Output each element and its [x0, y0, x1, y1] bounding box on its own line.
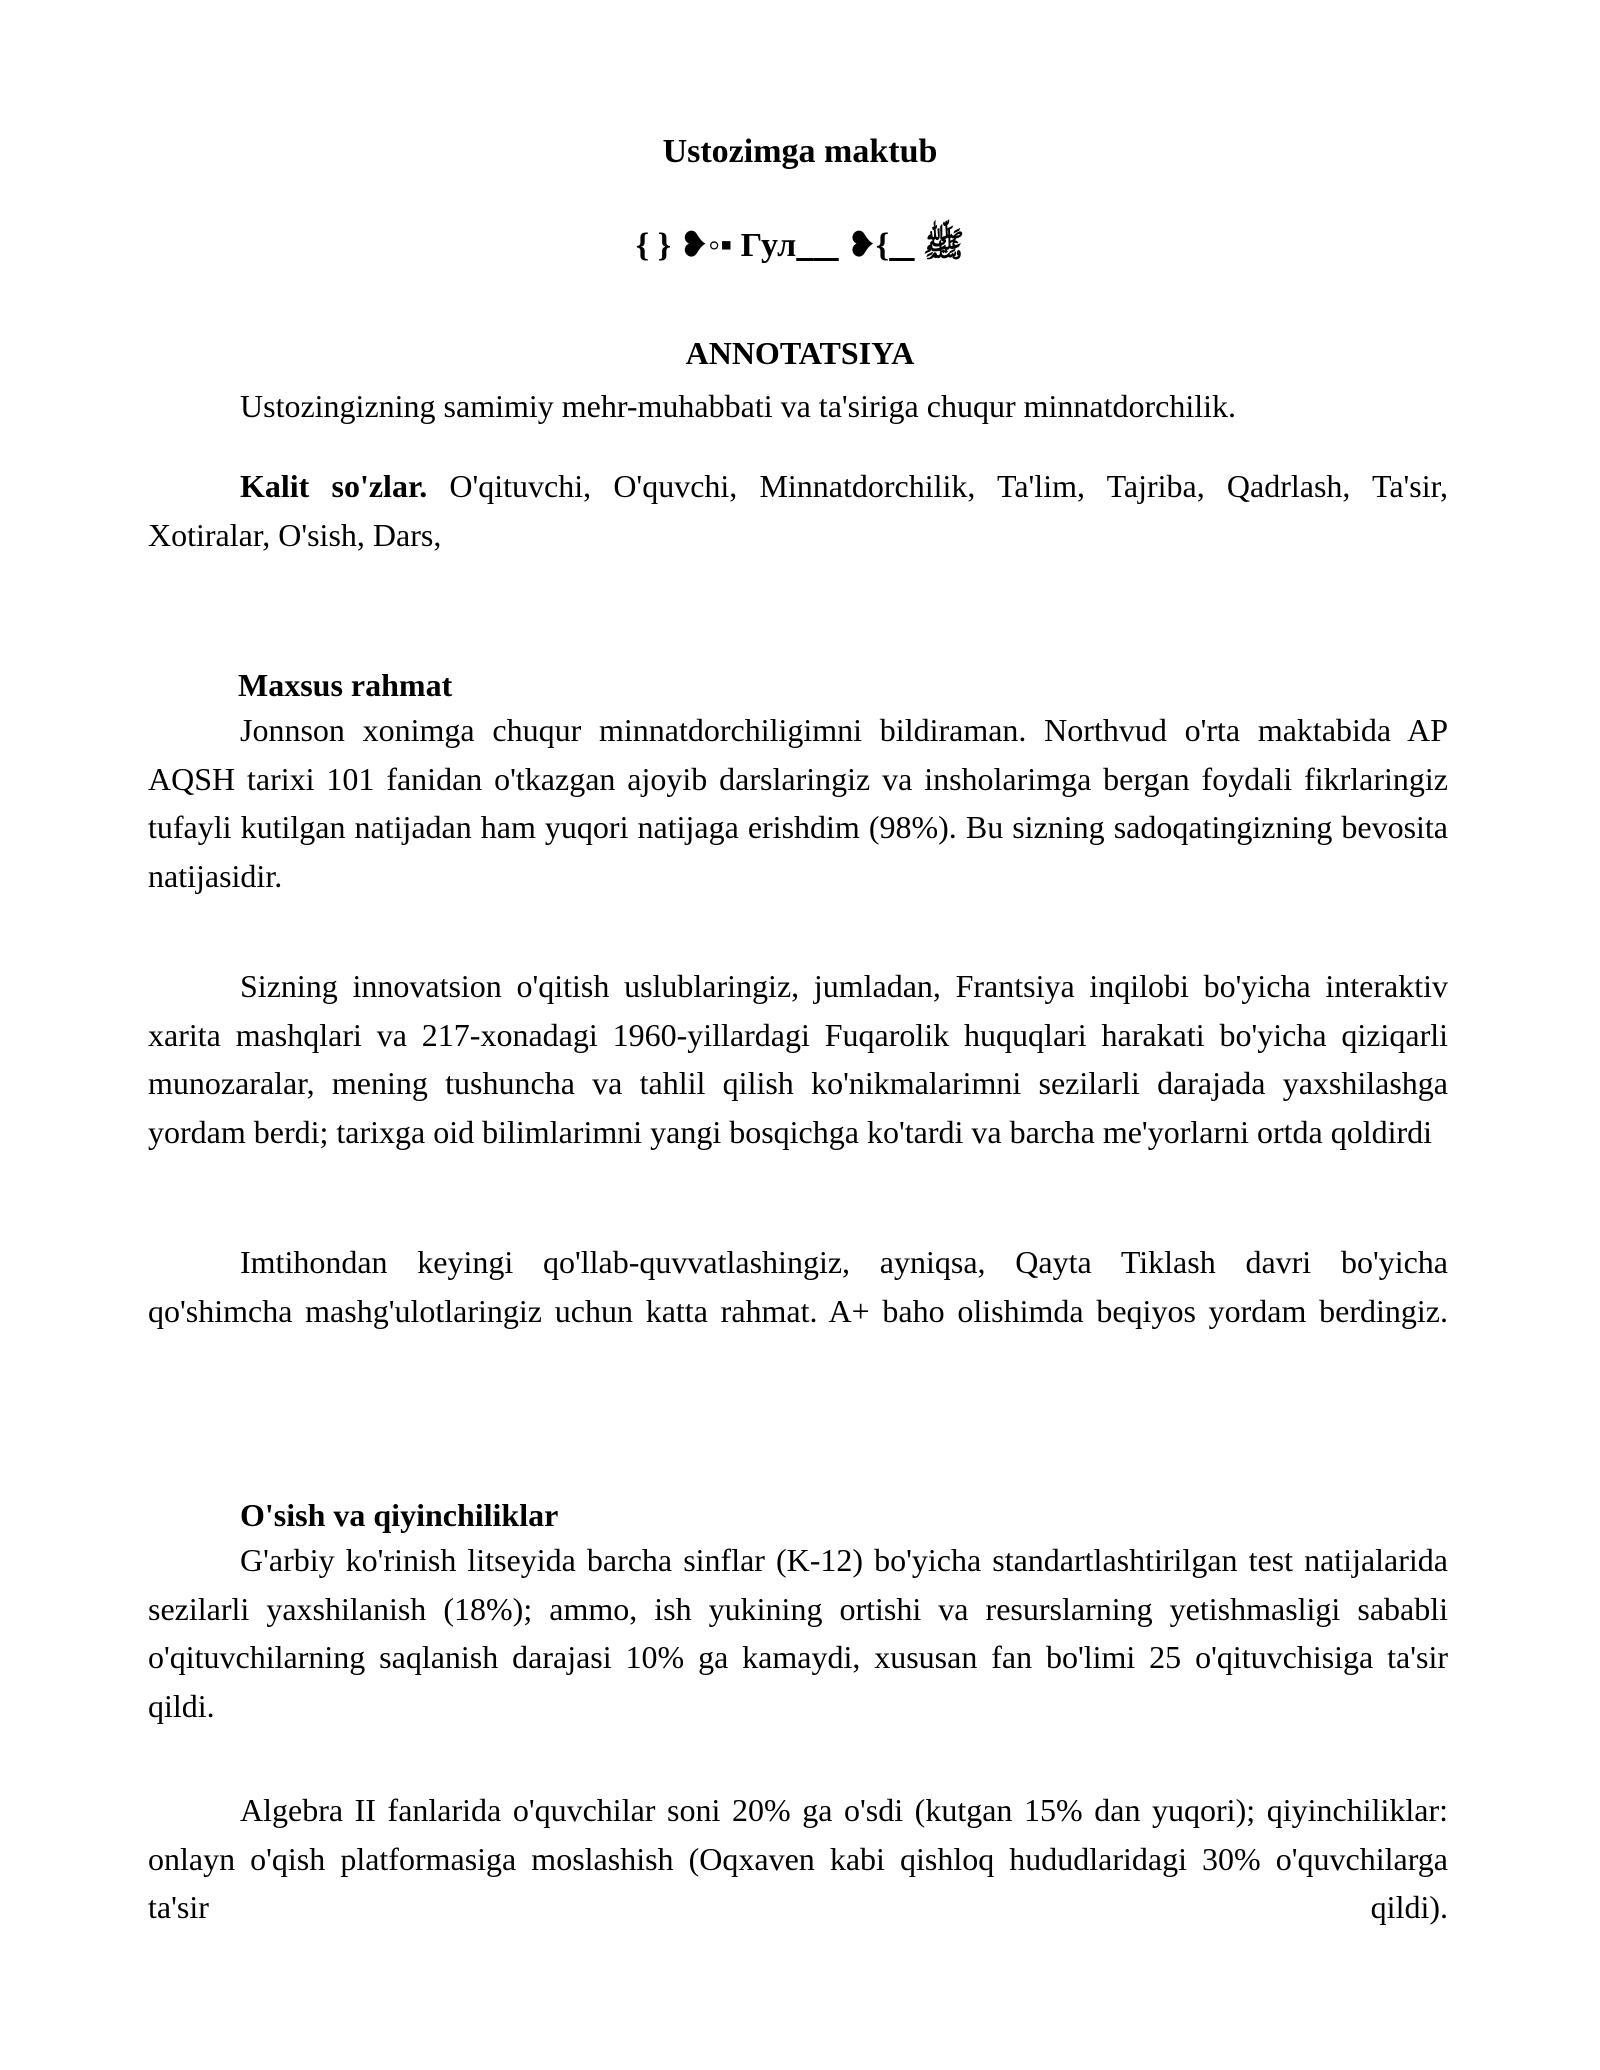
annotation-text: Ustozingizning samimiy mehr-muhabbati va ta'siriga chuqur minnatdorchilik. — [240, 388, 1237, 424]
section-heading-maxsus-rahmat: Maxsus rahmat — [238, 667, 453, 703]
document-title: Ustozimga maktub — [662, 133, 938, 170]
annotation-heading: ANNOTATSIYA — [685, 335, 915, 371]
keywords-text: O'qituvchi, O'quvchi, Minnatdorchilik, Ta'lim, Tajriba, Qadrlash, Ta'sir, Xotiralar, O'sish, Dars, — [148, 468, 1449, 553]
author-name-ligature: ﷺ — [914, 227, 965, 264]
keywords-label: Kalit so'zlar. — [240, 468, 428, 504]
section-paragraph: Jonnson xonimga chuqur minnatdorchiligimni bildiraman. Northvud o'rta maktabida AP AQSH tarixi 101 fanidan o'tkazgan ajoyib darslaringiz va insholarimga bergan foydali fikrlaringiz tufayli kutilgan natijadan ham yuqori natijaga erishdim (98%). Bu sizning sadoqatingizning bevosita natijasidir. — [148, 712, 1448, 894]
section-paragraph: G'arbiy ko'rinish litseyida barcha sinflar (K-12) bo'yicha standartlashtirilgan test natijalarida sezilarli yaxshilanish (18%); ammo, ish yukining ortishi va resurslarning yetishmasligi sababli o'qituvchilarning saqlanish darajasi 10% ga kamaydi, xususan fan bo'limi 25 o'qituvchisiga ta'sir qildi. — [148, 1542, 1448, 1724]
author-name-part: { }͏ ❥◦▪ Гул — [635, 227, 797, 264]
section-paragraph: Algebra II fanlarida o'quvchilar soni 20% ga o'sdi (kutgan 15% dan yuqori); qiyinchiliklar: onlayn o'qish platformasiga moslashish (Oqxaven kabi qishloq hududlaridagi 30% o'quvchilarga ta'sir qildi). — [148, 1792, 1448, 1925]
author-name-underline-gap — [889, 227, 915, 264]
author-line — [0, 222, 1600, 270]
section-heading-osish-va-qiyinchiliklar: O'sish va qiyinchiliklar — [240, 1497, 559, 1533]
section-paragraph: Sizning innovatsion o'qitish uslublaringiz, jumladan, Frantsiya inqilobi bo'yicha interaktiv xarita mashqlari va 217-xonadagi 1960-yillardagi Fuqarolik huquqlari harakati bo'yicha qiziqarli munozaralar, mening tushuncha va tahlil qilish ko'nikmalarimni sezilarli darajada yaxshilashga yordam berdi; tarixga oid bilimlarimni yangi bosqichga ko'tardi va barcha me'yorlarni ortda qoldirdi — [148, 968, 1448, 1150]
keywords-paragraph — [148, 462, 1448, 559]
author-name-underlined — [796, 227, 839, 264]
section-paragraph: Imtihondan keyingi qo'llab-quvvatlashingiz, ayniqsa, Qayta Tiklash davri bo'yicha qo'shimcha mashg'ulotlaringiz uchun katta rahmat. A+ baho olishimda beqiyos yordam berdingiz. — [148, 1244, 1448, 1329]
author-name-symbols: ❥{ — [838, 227, 890, 264]
